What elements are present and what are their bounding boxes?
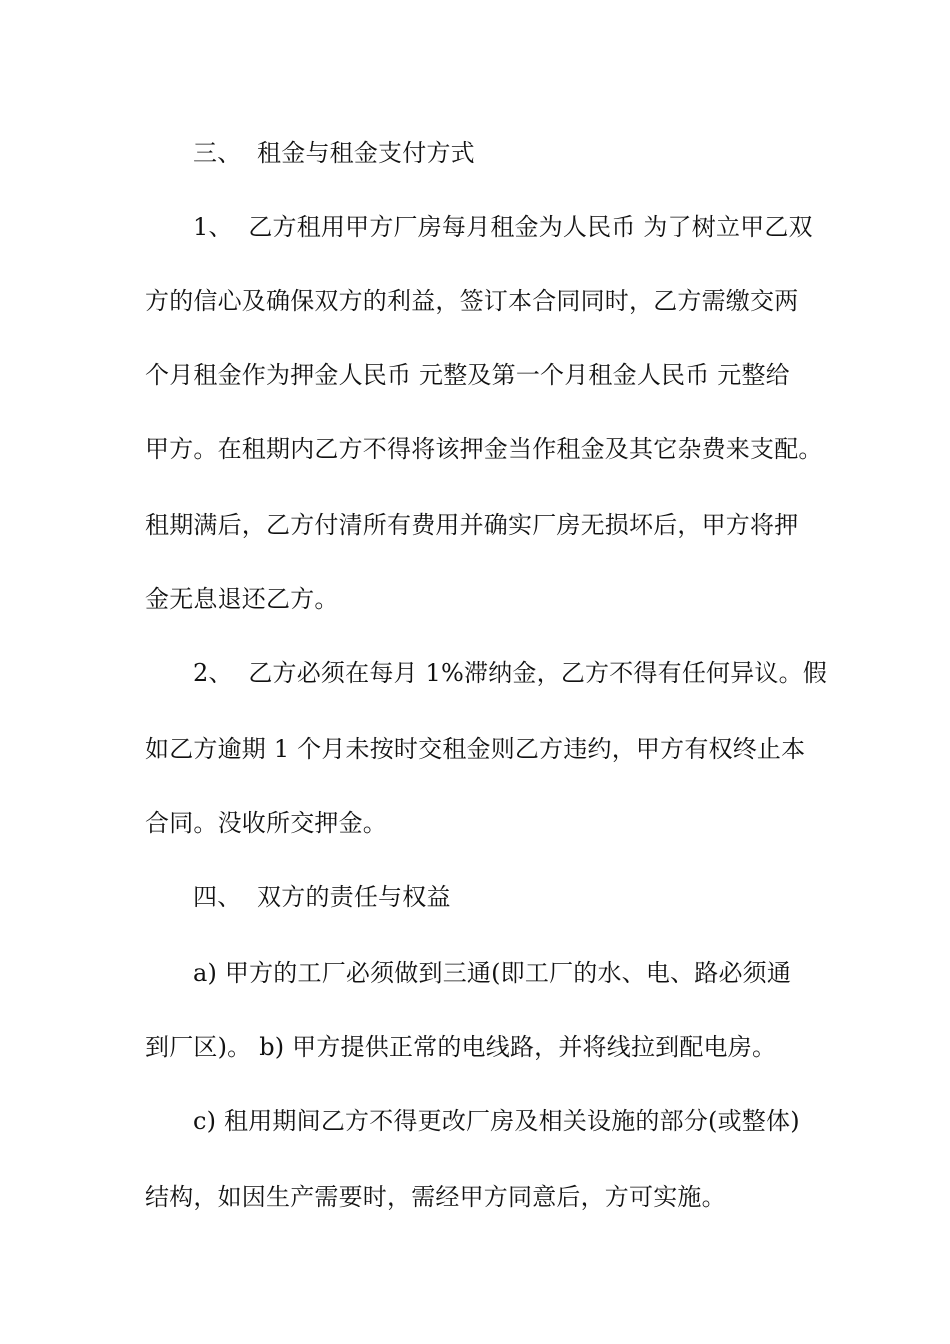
paragraph-line: 结构，如因生产需要时，需经甲方同意后，方可实施。 <box>145 1183 726 1211</box>
paragraph-line: c) 租用期间乙方不得更改厂房及相关设施的部分(或整体) <box>193 1107 800 1135</box>
paragraph-line: 甲方。在租期内乙方不得将该押金当作租金及其它杂费来支配。 <box>145 435 823 463</box>
section-heading-4: 四、 双方的责任与权益 <box>193 883 451 911</box>
paragraph-line: 合同。没收所交押金。 <box>145 809 387 837</box>
paragraph-line: 个月租金作为押金人民币 元整及第一个月租金人民币 元整给 <box>145 361 790 389</box>
paragraph-line: 到厂区)。 b) 甲方提供正常的电线路，并将线拉到配电房。 <box>145 1033 777 1061</box>
paragraph-line: 方的信心及确保双方的利益，签订本合同同时，乙方需缴交两 <box>145 287 799 315</box>
paragraph-line: 2、 乙方必须在每月 1%滞纳金，乙方不得有任何异议。假 <box>193 659 828 687</box>
paragraph-line: 如乙方逾期 1 个月未按时交租金则乙方违约，甲方有权终止本 <box>145 735 806 763</box>
paragraph-line: 1、 乙方租用甲方厂房每月租金为人民币 为了树立甲乙双 <box>193 213 813 241</box>
paragraph-line: 租期满后，乙方付清所有费用并确实厂房无损坏后，甲方将押 <box>145 511 799 539</box>
paragraph-line: a) 甲方的工厂必须做到三通(即工厂的水、电、路必须通 <box>193 959 792 987</box>
section-heading-3: 三、 租金与租金支付方式 <box>193 139 475 167</box>
paragraph-line: 金无息退还乙方。 <box>145 585 339 613</box>
